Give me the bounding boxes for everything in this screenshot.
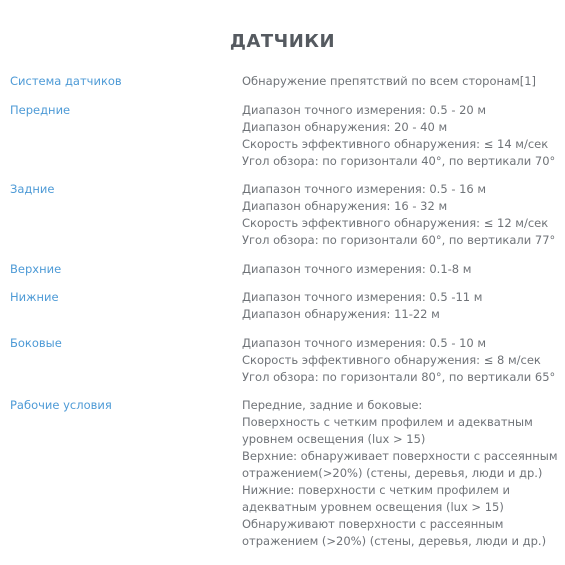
- spec-value-line: Поверхность с четким профилем и адекватным: [242, 415, 533, 429]
- spec-value-line: Скорость эффективного обнаружения: ≤ 12 м/сек: [242, 216, 549, 230]
- spec-label: Передние: [10, 103, 71, 117]
- spec-value-line: Диапазон точного измерения: 0.5 - 10 м: [242, 336, 487, 350]
- spec-label: Система датчиков: [10, 74, 122, 88]
- spec-value-line: Угол обзора: по горизонтали 80°, по вертикали 65°: [242, 370, 556, 384]
- spec-value-line: Диапазон точного измерения: 0.5 - 16 м: [242, 182, 487, 196]
- spec-label: Задние: [10, 182, 55, 196]
- spec-value-line: Диапазон обнаружения: 16 - 32 м: [242, 199, 448, 213]
- spec-value-line: отражением(>20%) (стены, деревья, люди и др.): [242, 466, 543, 480]
- spec-value: [242, 261, 560, 278]
- spec-value-line: адекватным уровнем освещения (lux > 15): [242, 500, 504, 514]
- spec-label: Верхние: [10, 262, 62, 276]
- spec-value-line: Угол обзора: по горизонтали 60°, по вертикали 77°: [242, 233, 556, 247]
- spec-label: Рабочие условия: [10, 398, 112, 412]
- spec-label: Нижние: [10, 290, 59, 304]
- spec-value-line: Угол обзора: по горизонтали 40°, по вертикали 70°: [242, 154, 556, 168]
- spec-value-line: Верхние: обнаруживает поверхности с рассеянным: [242, 449, 558, 463]
- spec-value-line: Скорость эффективного обнаружения: ≤ 8 м/сек: [242, 353, 541, 367]
- spec-label: Боковые: [10, 336, 62, 350]
- spec-value-line: Передние, задние и боковые:: [242, 398, 423, 412]
- spec-value-line: уровнем освещения (lux > 15): [242, 432, 426, 446]
- spec-value-line: Обнаружение препятствий по всем сторонам[1]: [242, 74, 537, 88]
- spec-value-line: Диапазон точного измерения: 0.5 -11 м: [242, 290, 483, 304]
- spec-value: [242, 73, 560, 90]
- spec-value: [242, 289, 560, 323]
- spec-value: [242, 397, 560, 550]
- spec-value-line: Скорость эффективного обнаружения: ≤ 14 м/сек: [242, 137, 549, 151]
- spec-value: [242, 181, 560, 249]
- spec-value-line: Обнаруживают поверхности с рассеянным: [242, 517, 504, 531]
- spec-value-line: Диапазон точного измерения: 0.1-8 м: [242, 262, 472, 276]
- spec-value: [242, 335, 560, 386]
- spec-value-line: Диапазон обнаружения: 20 - 40 м: [242, 120, 448, 134]
- spec-value-line: Диапазон обнаружения: 11-22 м: [242, 307, 440, 321]
- spec-value: [242, 102, 560, 170]
- page-title: ДАТЧИКИ: [229, 31, 336, 52]
- spec-value-line: Диапазон точного измерения: 0.5 - 20 м: [242, 103, 487, 117]
- spec-value-line: отражением (>20%) (стены, деревья, люди и др.): [242, 534, 547, 548]
- spec-value-line: Нижние: поверхности с четким профилем и: [242, 483, 510, 497]
